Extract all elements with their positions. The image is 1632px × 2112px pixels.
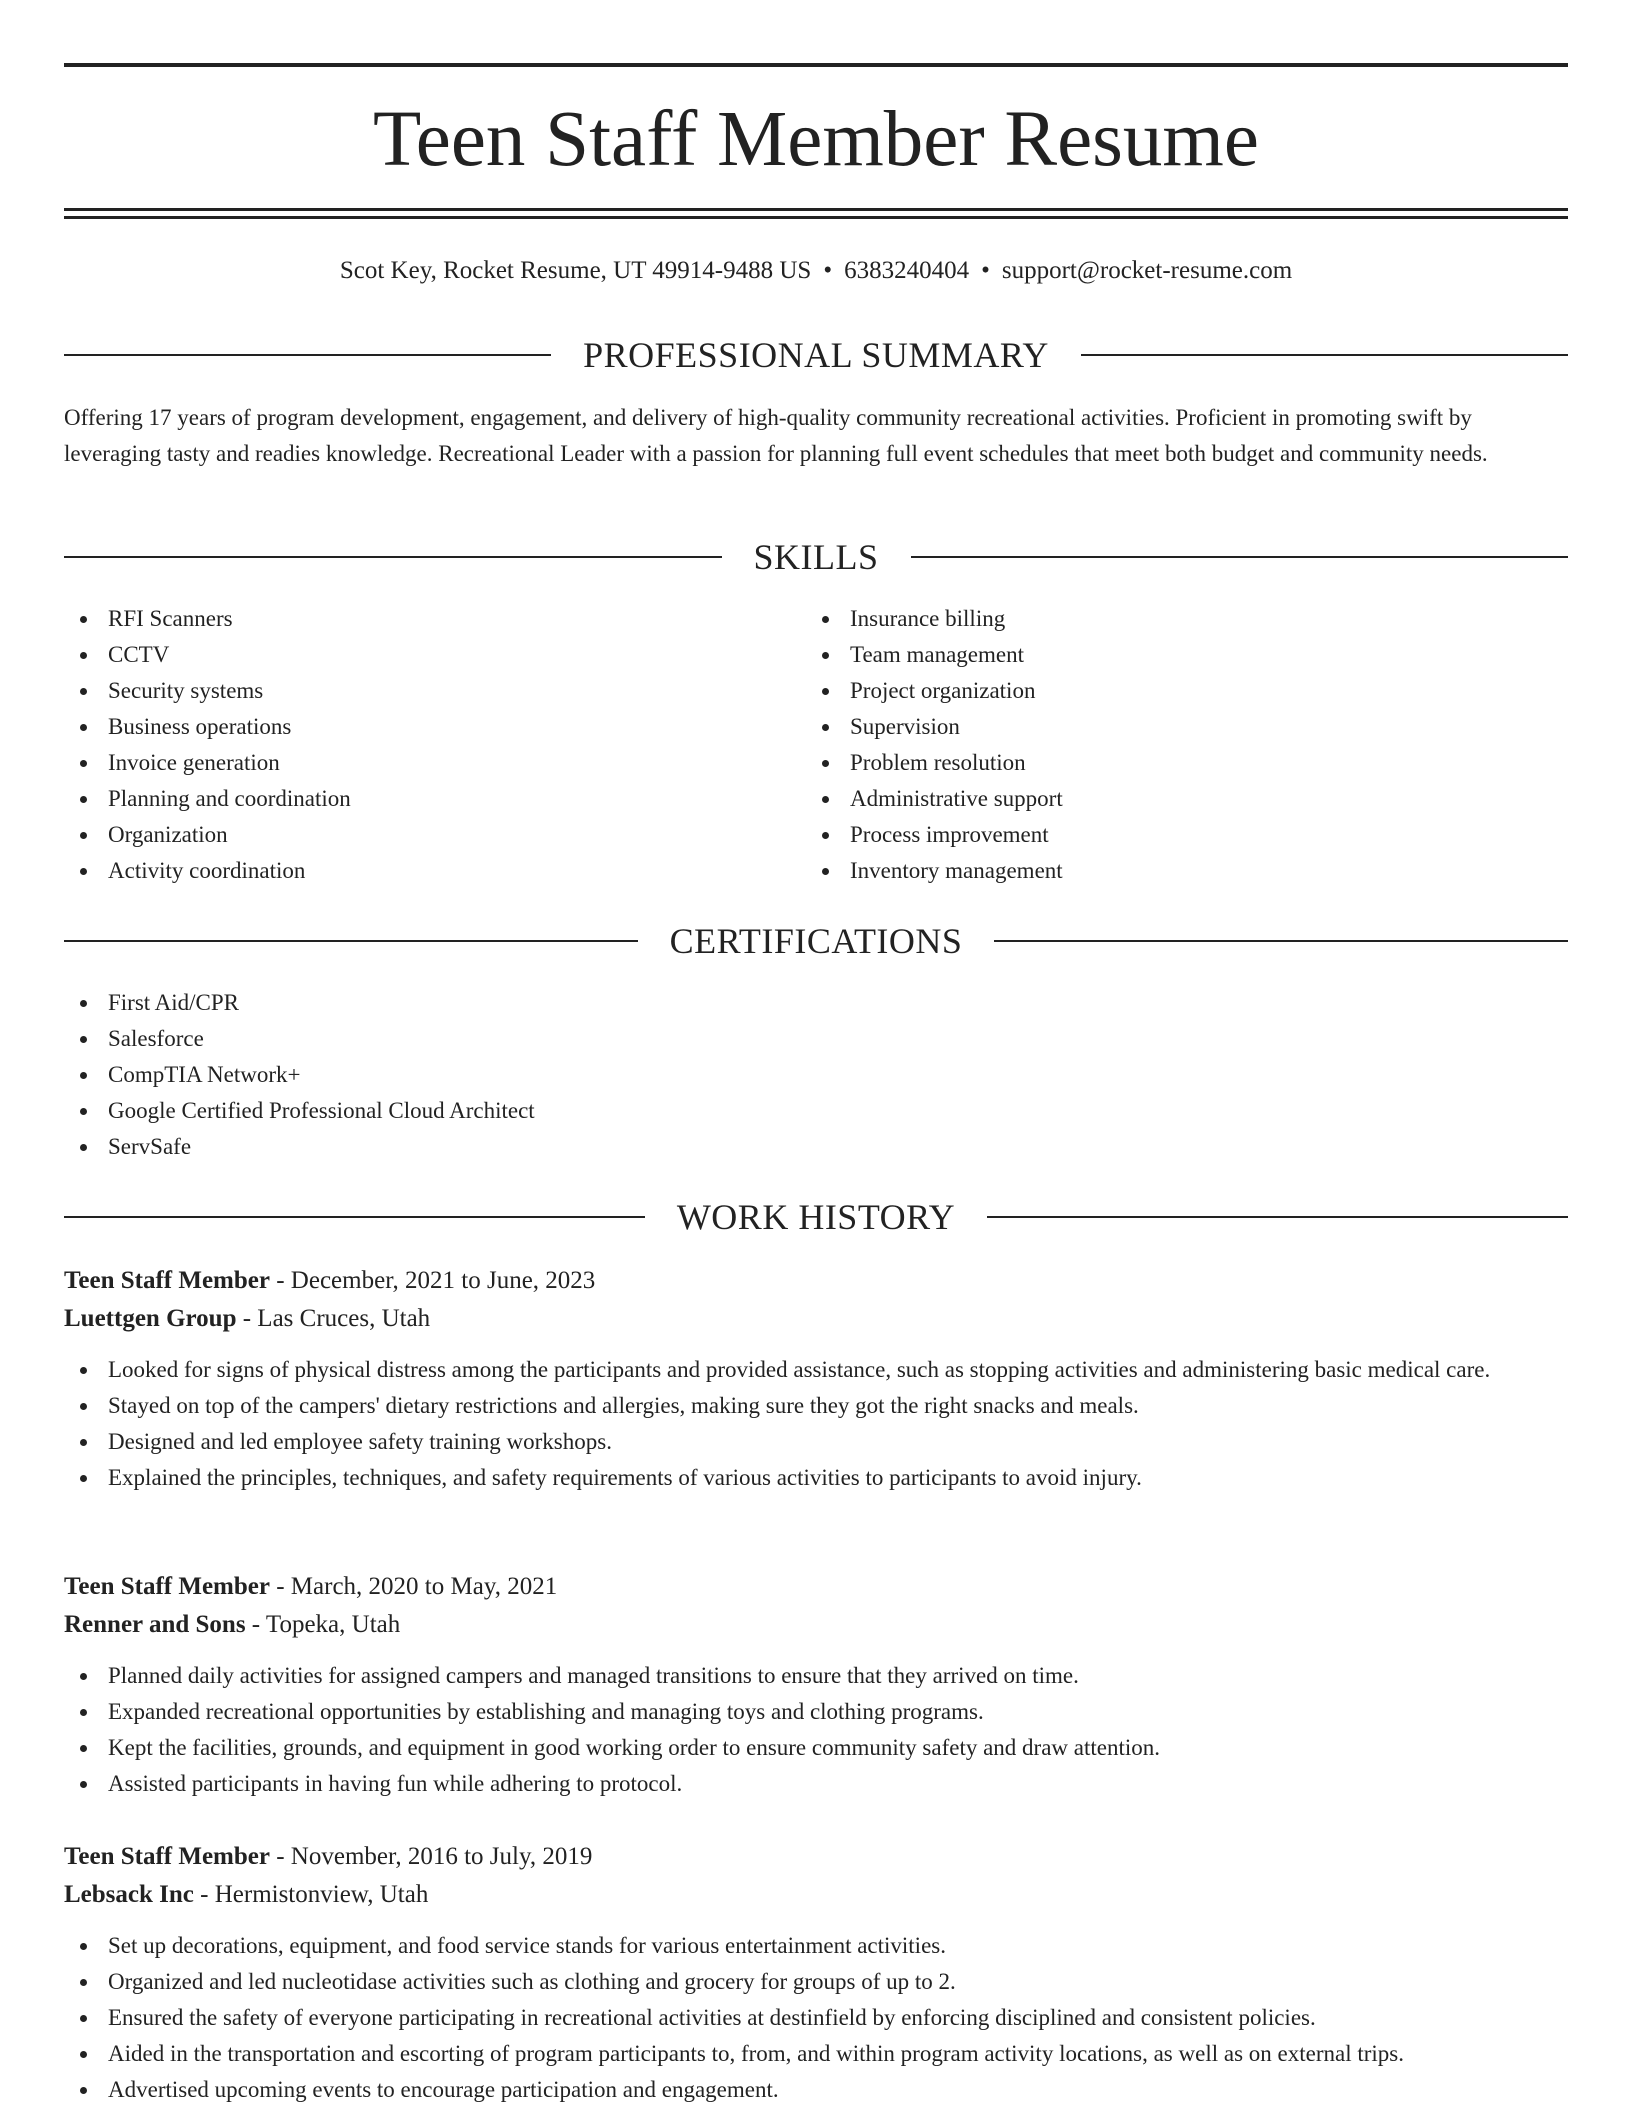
contact-separator: • [981, 257, 990, 284]
list-item: Salesforce [64, 1021, 964, 1057]
list-item: Administrative support [806, 781, 1506, 817]
job-company-line [64, 1876, 1568, 1914]
job-company: Lebsack Inc [64, 1881, 194, 1908]
job-role-line [64, 1262, 1568, 1300]
section-heading-work-history [64, 1195, 1568, 1239]
contact-email: support@rocket-resume.com [1001, 257, 1293, 284]
job-entry [64, 1568, 1568, 1802]
list-item: Activity coordination [64, 853, 744, 889]
contact-phone: 6383240404 [844, 257, 970, 284]
list-item: Kept the facilities, grounds, and equipment in good working order to ensure community safety and draw attention. [64, 1730, 1568, 1766]
job-title: Teen Staff Member [64, 1267, 270, 1294]
job-location: - Hermistonview, Utah [193, 1881, 429, 1908]
resume-page [64, 0, 1568, 2112]
heading-rule [64, 354, 551, 356]
title-rule-upper [64, 208, 1568, 211]
job-company-line [64, 1606, 1568, 1644]
list-item: Problem resolution [806, 745, 1506, 781]
job-bullets [64, 1352, 1568, 1496]
job-location: - Las Cruces, Utah [236, 1305, 431, 1332]
heading-rule [64, 940, 638, 942]
job-title: Teen Staff Member [64, 1843, 270, 1870]
section-heading-certifications [64, 919, 1568, 963]
job-location: - Topeka, Utah [245, 1611, 401, 1638]
list-item: Process improvement [806, 817, 1506, 853]
resume-title: Teen Staff Member Resume [373, 96, 1259, 183]
top-rule [64, 63, 1568, 67]
section-heading-summary [64, 333, 1568, 377]
list-item: RFI Scanners [64, 601, 744, 637]
certifications-list [64, 985, 964, 1165]
section-title: CERTIFICATIONS [669, 921, 963, 961]
list-item: Inventory management [806, 853, 1506, 889]
job-role-line [64, 1838, 1568, 1876]
heading-rule [911, 556, 1569, 558]
summary-text: Offering 17 years of program development, engagement, and delivery of high-quality community recreational activities. Proficient in promoting swift by leveraging tasty and readies knowledge. Recreational Leader with a passion for planning full event schedules that meet both budget and community needs. [64, 405, 1488, 466]
list-item: Insurance billing [806, 601, 1506, 637]
job-company-line [64, 1300, 1568, 1338]
skills-list-right [806, 601, 1506, 889]
job-entry [64, 1838, 1568, 2108]
heading-rule [64, 1216, 645, 1218]
list-item: Planned daily activities for assigned campers and managed transitions to ensure that they arrived on time. [64, 1658, 1568, 1694]
job-company: Renner and Sons [64, 1611, 246, 1638]
list-item: ServSafe [64, 1129, 964, 1165]
heading-rule [1081, 354, 1568, 356]
list-item: Invoice generation [64, 745, 744, 781]
heading-rule [987, 1216, 1568, 1218]
job-dates: - December, 2021 to June, 2023 [269, 1267, 596, 1294]
section-title: WORK HISTORY [676, 1197, 956, 1237]
list-item: Assisted participants in having fun while adhering to protocol. [64, 1766, 1568, 1802]
job-bullets [64, 1928, 1568, 2108]
title-rule-lower [64, 216, 1568, 219]
list-item: Explained the principles, techniques, and safety requirements of various activities to participants to avoid injury. [64, 1460, 1568, 1496]
heading-rule [64, 556, 722, 558]
section-heading-skills [64, 535, 1568, 579]
list-item: CCTV [64, 637, 744, 673]
list-item: Supervision [806, 709, 1506, 745]
section-title: SKILLS [753, 537, 879, 577]
job-bullets [64, 1658, 1568, 1802]
job-dates: - March, 2020 to May, 2021 [269, 1573, 558, 1600]
contact-address: Scot Key, Rocket Resume, UT 49914-9488 US [339, 257, 812, 284]
job-title: Teen Staff Member [64, 1573, 270, 1600]
skills-list-left [64, 601, 744, 889]
list-item: Project organization [806, 673, 1506, 709]
list-item: Ensured the safety of everyone participating in recreational activities at destinfield by enforcing disciplined and consistent policies. [64, 2000, 1568, 2036]
list-item: Set up decorations, equipment, and food service stands for various entertainment activities. [64, 1928, 1568, 1964]
contact-line [64, 254, 1568, 288]
list-item: Designed and led employee safety training workshops. [64, 1424, 1568, 1460]
list-item: Business operations [64, 709, 744, 745]
list-item: Aided in the transportation and escorting of program participants to, from, and within program activity locations, as well as on external trips. [64, 2036, 1568, 2072]
list-item: Advertised upcoming events to encourage participation and engagement. [64, 2072, 1568, 2108]
list-item: Team management [806, 637, 1506, 673]
job-entry [64, 1262, 1568, 1496]
list-item: Stayed on top of the campers' dietary restrictions and allergies, making sure they got the right snacks and meals. [64, 1388, 1568, 1424]
list-item: Organization [64, 817, 744, 853]
job-dates: - November, 2016 to July, 2019 [269, 1843, 593, 1870]
section-title: PROFESSIONAL SUMMARY [583, 335, 1049, 375]
list-item: Looked for signs of physical distress among the participants and provided assistance, such as stopping activities and administering basic medical care. [64, 1352, 1568, 1388]
job-company: Luettgen Group [64, 1305, 237, 1332]
list-item: Planning and coordination [64, 781, 744, 817]
contact-separator: • [823, 257, 833, 284]
list-item: CompTIA Network+ [64, 1057, 964, 1093]
job-role-line [64, 1568, 1568, 1606]
list-item: Organized and led nucleotidase activities such as clothing and grocery for groups of up to 2. [64, 1964, 1568, 2000]
list-item: Security systems [64, 673, 744, 709]
list-item: Google Certified Professional Cloud Architect [64, 1093, 964, 1129]
heading-rule [994, 940, 1568, 942]
list-item: First Aid/CPR [64, 985, 964, 1021]
list-item: Expanded recreational opportunities by establishing and managing toys and clothing programs. [64, 1694, 1568, 1730]
